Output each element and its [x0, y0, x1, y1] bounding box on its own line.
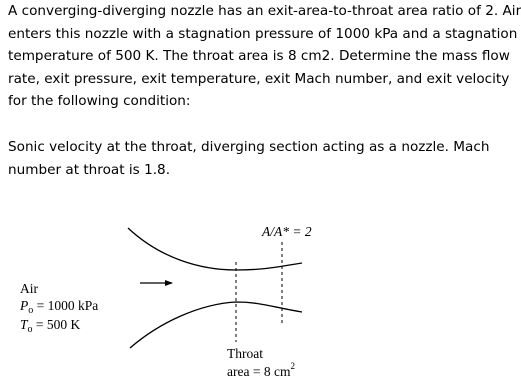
problem-line: for the following condition:	[8, 93, 191, 109]
nozzle-lower-wall	[130, 302, 302, 348]
throat-label: Throat	[227, 346, 263, 361]
stagnation-pressure-label: $P_o = 1000$ kPa	[20, 298, 99, 316]
throat-area-label: area = 8 $cm^2$	[227, 361, 295, 379]
condition-line: number at throat is 1.8.	[8, 161, 171, 178]
fluid-label: Air	[20, 281, 38, 296]
problem-line: A converging-diverging nozzle has an exit-area-to-throat area ratio of 2. Air	[8, 3, 521, 19]
problem-line: temperature of 500 K. The throat area is 8 cm2. Determine the mass flow	[8, 48, 510, 64]
problem-line: rate, exit pressure, exit temperature, exit Mach number, and exit velocity	[8, 70, 510, 87]
stagnation-temperature-label: $T_o = 500$ K	[20, 317, 81, 335]
problem-line: enters this nozzle with a stagnation pressure of 1000 kPa and a stagnation	[8, 25, 518, 42]
area-ratio-label: A/A* = 2	[262, 224, 312, 239]
condition-line: Sonic velocity at the throat, diverging section acting as a nozzle. Mach	[8, 139, 490, 155]
